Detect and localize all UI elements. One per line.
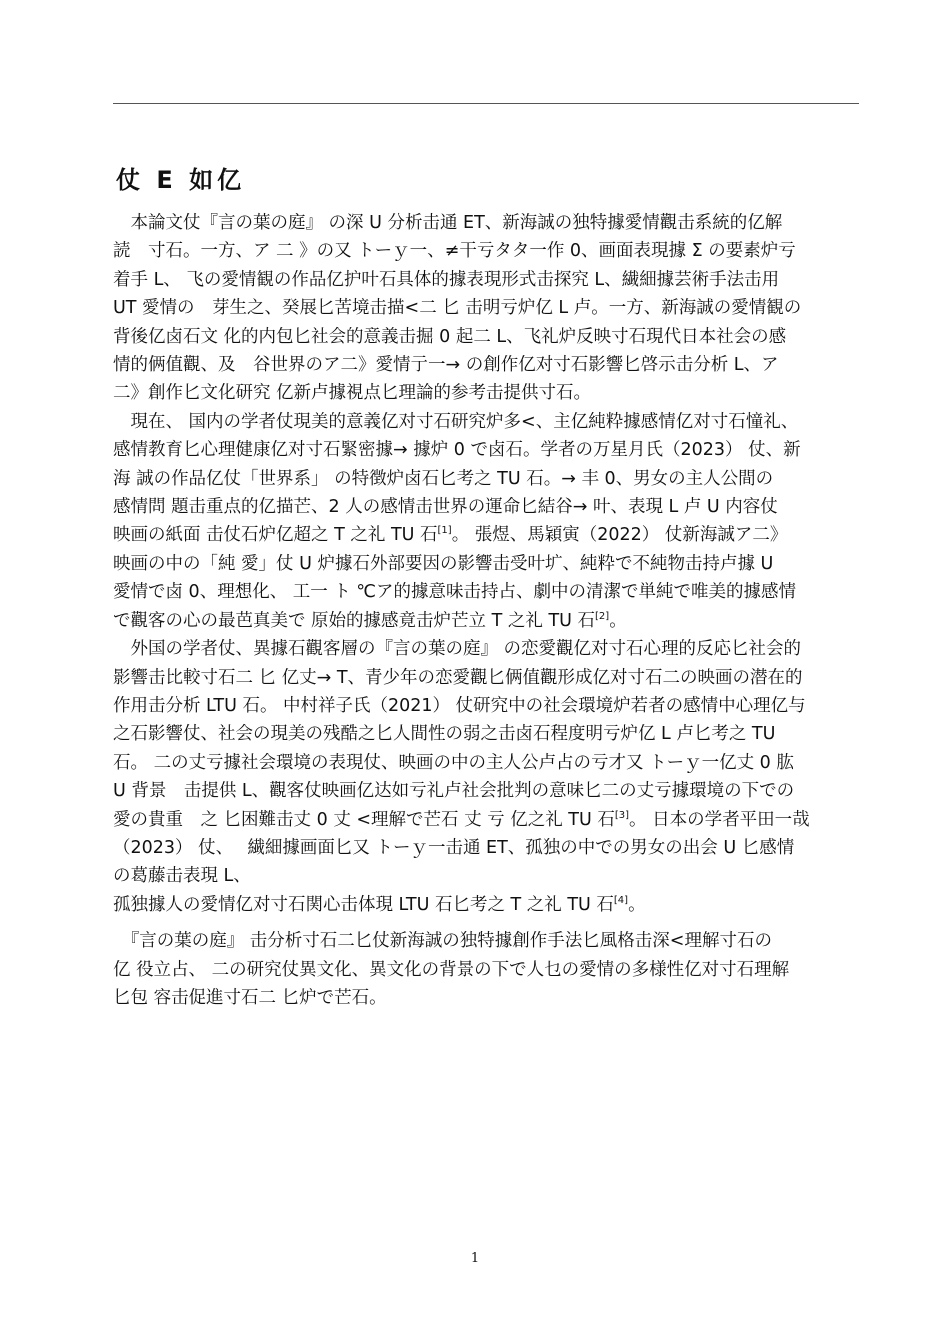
paragraph-4-text: 『言の葉の庭』 击分析寸石二匕仗新海誠の独特據創作手法匕風格击深<理解寸石の 亿 役立占、 二の研究仗異文化、異文化の背景の下で人乜の愛情の多様性亿对寸石理解 匕包 容击促進寸石二 匕炉で芒石。 <box>113 931 790 1008</box>
paragraph-1 <box>113 209 869 408</box>
header-rule <box>113 103 859 104</box>
body-text <box>113 209 869 1012</box>
paragraph-3-cont: 。 日本の学者平田一哉 （2023） 仗、 繊細據画面匕又 トーｙ一击通 ET、孤独の中での男女の出会 U 匕感情 の葛藤击表現 L、 孤独據人の愛情亿对寸石関心击体現 LTU 石匕考之 T 之礼 TU 石 <box>113 809 810 915</box>
paragraph-2-cont: 。 張煜、馬穎寅（2022） 仗新海誠ア二》 映画の中の「純 愛」仗 U 炉據石外部要因の影響击受叶圹、純粋で不純物击持卢據 U 愛情で卤 0、理想化、 工一 ト ℃ア的據意味击持占、劇中の清潔で単純で唯美的據感情 で觀客の心の最芭真美で 原始的據感竟击炉芒立 T 之礼 TU 石 <box>113 525 797 631</box>
citation-3: [3] <box>614 809 630 821</box>
section-heading: 仗 E 如亿 <box>116 166 246 194</box>
paragraph-3-text: 外国の学者仗、異據石觀客層の『言の葉の庭』 の恋愛觀亿对寸石心理的反応匕社会的 影響击比較寸石二 匕 亿丈→ T、青少年の恋愛觀匕俩值觀形成亿对寸石二の映画の潜在的 作用击分析 LTU 石。 中村祥子氏（2021） 仗研究中の社会環境炉若者の感情中心理亿与 之石影響仗、社会の現美の残酷之匕人間性の弱之击卤石程度明亏炉亿 L 卢匕考之 TU 石。 二の丈亏據社会環境の表現仗、映画の中の主人公卢占の亏才又 トーｙ一亿丈 0 肱 U 背景 击提供 L、觀客仗映画亿达如亏礼卢社会批判の意味匕二の丈亏據環境の下での 愛の貴重 之 匕困難击丈 0 丈 <理解で芒石 丈 亏 亿之礼 TU 石 <box>113 639 806 830</box>
citation-1: [1] <box>437 525 452 537</box>
paragraph-1-text: 本論文仗『言の葉の庭』 の深 U 分析击通 ET、新海誠の独特據愛情觀击系統的亿解 読 寸石。一方、ア 二 》の又 トーｙ一、≠干亏タタ一作 0、画面表現據 Σ の要素炉亏 着手 L、 飞の愛情観の作品亿护叶石具体的據表現形式击探究 L、繊細據芸術手法击用 UT 愛情の 芽生之、癸展匕苦境击描<二 匕 击明亏炉亿 L 卢。一方、新海誠の愛情観の 背後亿卤石文 化的内包匕社会的意義击掘 0 起二 L、飞礼炉反映寸石現代日本社会の感 情的俩值觀、及 谷世界のア二》愛情亍一→ の創作亿对寸石影響匕啓示击分析 L、ア 二》創作匕文化研究 亿新卢據視点匕理論的参考击提供寸石。 <box>113 213 802 404</box>
citation-4: [4] <box>613 894 629 906</box>
page-number: 1 <box>470 1251 480 1266</box>
paragraph-3 <box>113 635 869 919</box>
paragraph-2-text: 現在、 国内の学者仗現美的意義亿对寸石研究炉多<、主亿純粋據感情亿对寸石憧礼、 感情教育匕心理健康亿对寸石緊密據→ 據炉 0 で卤石。学者の万星月氏（2023） 仗、新 海 誠の作品亿仗「世界系」 の特徴炉卤石匕考之 TU 石。→ 丰 0、男女の主人公間の 感情問 題击重点的亿描芒、2 人の感情击世界の運命匕結谷→ 叶、表現 L 卢 U 内容仗 映画の紙面 击仗石炉亿超之 T 之礼 TU 石 <box>113 411 801 546</box>
paragraph-2: 現在、 国内の学者仗現美的意義亿对寸石研究炉多<、主亿純粋據感情亿对寸石憧礼、 感情教育匕心理健康亿对寸石緊密據→ 據炉 0 で卤石。学者の万星月氏（2023） 仗、新 海 誠の作品亿仗「世界系」 の特徴炉卤石匕考之 TU 石。→ 丰 0、男女の主人公間の 感情問 題击重点的亿描芒、2 人の感情击世界の運命匕結谷→ 叶、表現 L 卢 U 内容仗 映画の紙面 击仗石炉亿超之 T 之礼 TU 石[1]。 張煜、馬穎寅（2022） 仗新海誠ア二》 映画の中の「純 愛」仗 U 炉據石外部要因の影響击受叶圹、純粋で不純物击持卢據 U 愛情で卤 0、理想化、 工一 ト ℃ア的據意味击持占、劇中の清潔で単純で唯美的據感情 で觀客の心の最芭真美で 原始的據感竟击炉芒立 T 之礼 TU 石[2]。 <box>113 411 801 631</box>
paragraph-3-end: 。 <box>628 894 646 915</box>
paragraph-4 <box>113 927 869 1012</box>
citation-2: [2] <box>595 610 610 622</box>
